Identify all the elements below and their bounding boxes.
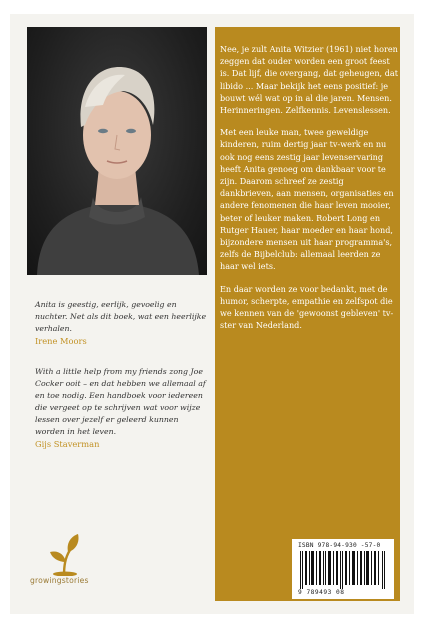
endorsements — [35, 299, 209, 469]
author-photo — [27, 27, 207, 275]
endorsement-author: Irene Moors — [35, 336, 87, 346]
portrait-illustration — [27, 27, 207, 275]
blurb-paragraph-1: Nee, je zult Anita Witzier (1961) niet horen zeggen dat ouder worden een groot feest is. Dat lijf, die overgang, dat geheugen, dat libido ... Maar bekijk het eens positief: je bouwt wél wat op in al die jaren. Mensen. Herinneringen. Zelfkennis. Levenslessen. — [220, 44, 398, 116]
barcode-bars — [298, 551, 388, 589]
endorsement-quote: With a little help from my friends zong Joe Cocker ooit – en dat hebben we allemaal af en toe nodig. Een handboek voor iedereen die vergeet op te schrijven wat voor wijze lessen over jezelf er geleerd kunnen worden in het leven. — [35, 367, 206, 436]
isbn-label: ISBN 978-94-930 -57-0 — [298, 542, 381, 549]
blurb-text — [220, 43, 398, 341]
blurb-paragraph-3: En daar worden ze voor bedankt, met de humor, scherpte, empathie en zelfspot die we kennen van de 'gewoonst gebleven' tv-ster van Nederland. — [220, 283, 394, 331]
barcode-digits: 9 789493 08 — [298, 589, 345, 596]
sprout-icon — [30, 532, 100, 576]
publisher-name: growingstories — [30, 576, 89, 585]
endorsement-quote: Anita is geestig, eerlijk, gevoelig en nuchter. Net als dit boek, wat een heerlijke verhalen. — [35, 300, 207, 333]
endorsement-author: Gijs Staverman — [35, 439, 100, 449]
blurb-paragraph-2: Met een leuke man, twee geweldige kinderen, ruim dertig jaar tv-werk en nu ook nog eens zestig jaar levenservaring heeft Anita genoeg om dankbaar voor te zijn. Daarom schreef ze zestig dankbrieven, aan mensen, organisaties en andere fenomenen die haar leven mooier, beter of leuker maken. Robert Long en Rutger Hauer, haar moeder en haar hond, bijzondere mensen uit haar programma's, zelfs de Bijbelclub: allemaal leerden ze haar wel iets. — [220, 127, 394, 272]
